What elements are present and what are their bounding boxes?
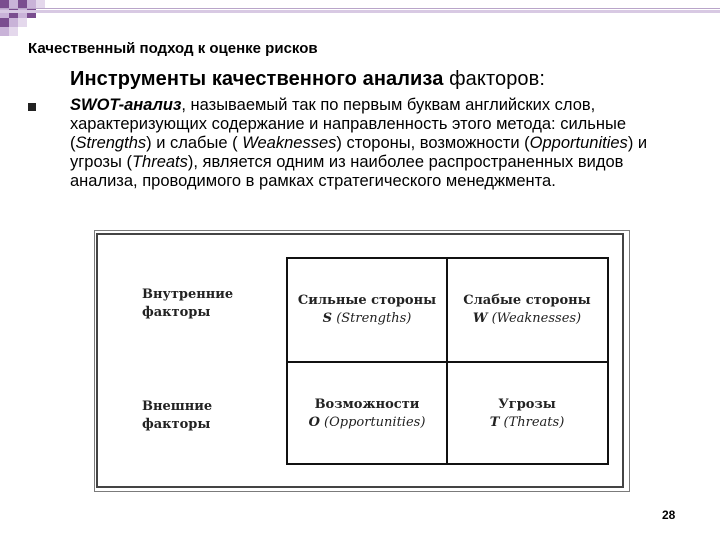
square-bullet-icon <box>28 103 36 111</box>
header-rule <box>0 8 720 13</box>
cell-weaknesses <box>448 259 606 361</box>
heading-bold: Инструменты качественного анализа <box>70 68 444 90</box>
page-number: 28 <box>662 508 676 522</box>
swot-paragraph <box>70 96 695 191</box>
term-weaknesses: Weaknesses <box>242 134 337 152</box>
corner-checker-decoration <box>0 0 60 36</box>
para-text-2: ) и слабые ( <box>146 134 243 152</box>
slide-header: Качественный подход к оценке рисков <box>28 40 318 57</box>
cell-strengths-letter: S <box>322 311 333 326</box>
term-threats: Threats <box>131 153 188 171</box>
row-label-external <box>142 398 212 434</box>
cell-strengths-title: Сильные стороны <box>297 293 437 308</box>
row-label-external-line1: Внешние <box>142 399 213 414</box>
slide-heading <box>70 68 545 91</box>
cell-threats-letter: T <box>489 415 500 430</box>
cell-threats-sub <box>448 415 606 430</box>
row-label-internal-line1: Внутренние <box>142 287 234 302</box>
cell-threats-eng: (Threats) <box>503 415 565 430</box>
cell-opportunities-sub <box>288 415 446 430</box>
term-opportunities: Opportunities <box>529 134 628 152</box>
cell-threats-title: Угрозы <box>498 397 556 412</box>
cell-threats <box>448 363 606 465</box>
para-text-3: ) стороны, возможности ( <box>336 134 530 152</box>
cell-opportunities-eng: (Opportunities) <box>324 415 426 430</box>
para-text-5: ), является одним из наиболее распространенных видов анализа, проводимого в рамках стратегического менеджмента. <box>70 153 624 190</box>
para-text-1: , называемый так по первым буквам английских слов, характеризующих содержание и направленность этого метода: сильные ( <box>70 96 627 152</box>
row-label-external-line2: факторы <box>142 417 211 432</box>
cell-strengths <box>288 259 446 361</box>
para-text-4: ) и угрозы ( <box>70 134 648 171</box>
cell-weaknesses-letter: W <box>472 311 488 326</box>
swot-term: SWOT-анализ <box>70 96 182 114</box>
row-label-internal-line2: факторы <box>142 305 211 320</box>
term-strengths: Strengths <box>75 134 147 152</box>
cell-strengths-sub <box>288 311 446 326</box>
cell-opportunities-title: Возможности <box>314 397 420 412</box>
cell-weaknesses-sub <box>448 311 606 326</box>
row-label-internal <box>142 286 233 322</box>
cell-opportunities-letter: O <box>308 415 320 430</box>
cell-weaknesses-title: Слабые стороны <box>463 293 591 308</box>
heading-rest: факторов: <box>443 68 546 90</box>
swot-matrix <box>286 257 609 465</box>
cell-opportunities <box>288 363 446 465</box>
cell-strengths-eng: (Strengths) <box>336 311 412 326</box>
cell-weaknesses-eng: (Weaknesses) <box>491 311 582 326</box>
